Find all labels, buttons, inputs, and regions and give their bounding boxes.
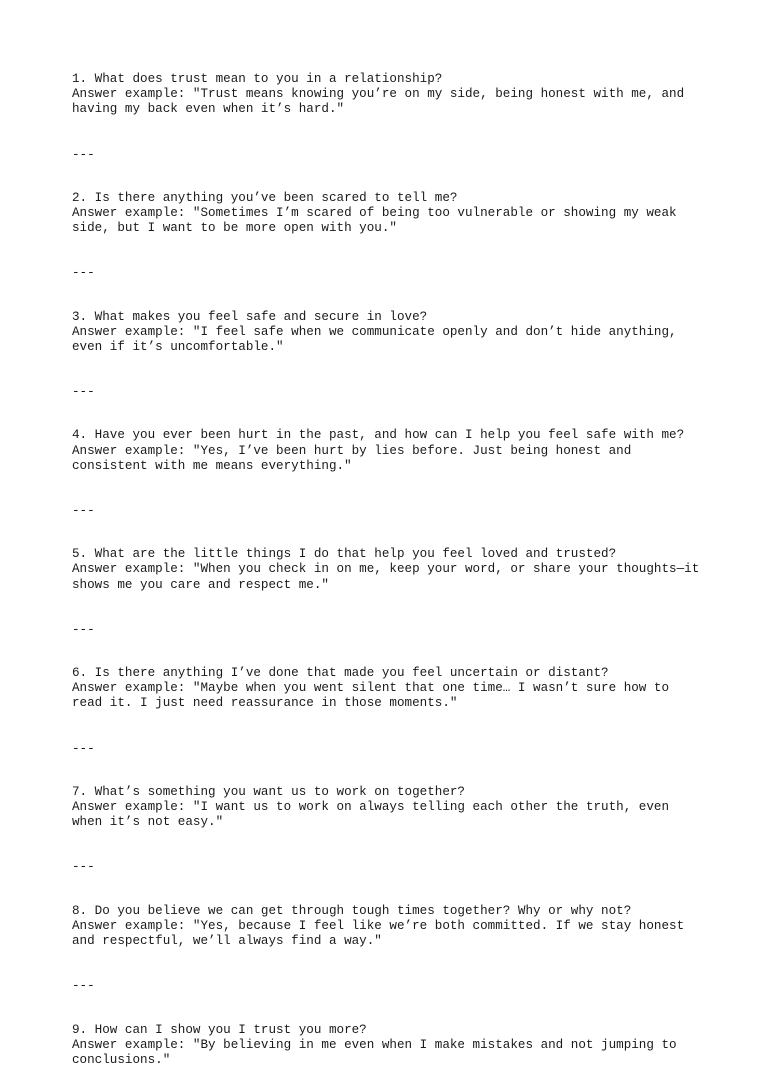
answer-text-line: Answer example: "Trust means knowing you’re on my side, being honest with me, and: [72, 87, 712, 102]
qa-block: [72, 666, 712, 712]
answer-text-line: Answer example: "I feel safe when we communicate openly and don’t hide anything,: [72, 325, 712, 340]
qa-block: [72, 1023, 712, 1068]
section-separator: ---: [72, 623, 712, 638]
answer-text-line: shows me you care and respect me.": [72, 578, 712, 593]
qa-block: [72, 72, 712, 118]
question-text: 3. What makes you feel safe and secure in love?: [72, 310, 712, 325]
question-text: 5. What are the little things I do that help you feel loved and trusted?: [72, 547, 712, 562]
section-separator: ---: [72, 504, 712, 519]
answer-text-line: Answer example: "By believing in me even when I make mistakes and not jumping to: [72, 1038, 712, 1053]
section-separator: ---: [72, 860, 712, 875]
qa-block: [72, 785, 712, 831]
qa-block: [72, 428, 712, 474]
qa-block: [72, 904, 712, 950]
answer-text-line: having my back even when it’s hard.": [72, 102, 712, 117]
question-text: 2. Is there anything you’ve been scared to tell me?: [72, 191, 712, 206]
section-separator: ---: [72, 979, 712, 994]
qa-block: [72, 547, 712, 593]
answer-text-line: conclusions.": [72, 1053, 712, 1068]
section-separator: ---: [72, 266, 712, 281]
answer-text-line: and respectful, we’ll always find a way.": [72, 934, 712, 949]
question-text: 1. What does trust mean to you in a relationship?: [72, 72, 712, 87]
answer-text-line: Answer example: "Sometimes I’m scared of being too vulnerable or showing my weak: [72, 206, 712, 221]
question-text: 7. What’s something you want us to work on together?: [72, 785, 712, 800]
section-separator: ---: [72, 385, 712, 400]
answer-text-line: Answer example: "When you check in on me, keep your word, or share your thoughts—it: [72, 562, 712, 577]
question-text: 8. Do you believe we can get through tough times together? Why or why not?: [72, 904, 712, 919]
document-body: [72, 72, 712, 1068]
qa-block: [72, 191, 712, 237]
question-text: 9. How can I show you I trust you more?: [72, 1023, 712, 1038]
question-text: 4. Have you ever been hurt in the past, and how can I help you feel safe with me?: [72, 428, 712, 443]
answer-text-line: Answer example: "Yes, I’ve been hurt by lies before. Just being honest and: [72, 444, 712, 459]
section-separator: ---: [72, 148, 712, 163]
answer-text-line: Answer example: "I want us to work on always telling each other the truth, even: [72, 800, 712, 815]
answer-text-line: read it. I just need reassurance in those moments.": [72, 696, 712, 711]
qa-block: [72, 310, 712, 356]
answer-text-line: consistent with me means everything.": [72, 459, 712, 474]
answer-text-line: even if it’s uncomfortable.": [72, 340, 712, 355]
question-text: 6. Is there anything I’ve done that made you feel uncertain or distant?: [72, 666, 712, 681]
answer-text-line: Answer example: "Yes, because I feel like we’re both committed. If we stay honest: [72, 919, 712, 934]
answer-text-line: when it’s not easy.": [72, 815, 712, 830]
answer-text-line: Answer example: "Maybe when you went silent that one time… I wasn’t sure how to: [72, 681, 712, 696]
section-separator: ---: [72, 742, 712, 757]
answer-text-line: side, but I want to be more open with you.": [72, 221, 712, 236]
